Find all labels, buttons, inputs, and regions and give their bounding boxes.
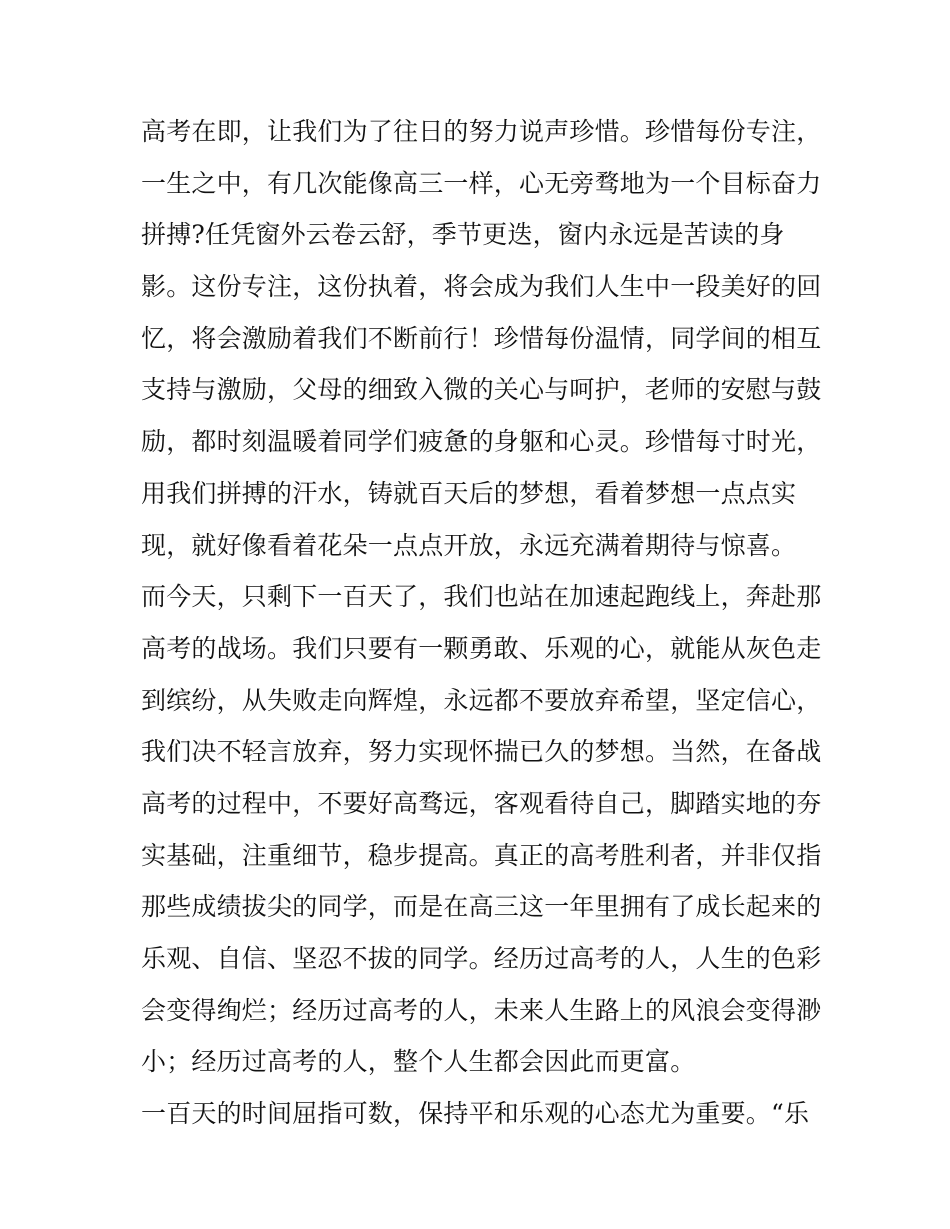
text-line: 现，就好像看着花朵一点点开放，永远充满着期待与惊喜。 [141, 530, 797, 560]
text-line: 高考在即，让我们为了往日的努力说声珍惜。珍惜每份专注， [141, 117, 822, 146]
text-line: 实基础，注重细节，稳步提高。真正的高考胜利者，并非仅指 [141, 840, 822, 870]
document-body [141, 106, 821, 1140]
text-line: 一生之中，有几次能像高三一样，心无旁骛地为一个目标奋力 [141, 168, 822, 198]
text-line: 乐观、自信、坚忍不拔的同学。经历过高考的人，人生的色彩 [141, 944, 822, 973]
text-line: 高考的过程中，不要好高骛远，客观看待自己，脚踏实地的夯 [141, 788, 822, 818]
text-line: 小；经历过高考的人，整个人生都会因此而更富。 [141, 1047, 696, 1077]
text-line: 而今天，只剩下一百天了，我们也站在加速起跑线上，奔赴那 [141, 582, 822, 612]
text-line: 一百天的时间屈指可数，保持平和乐观的心态尤为重要。“乐 [141, 1099, 810, 1129]
text-line: 会变得绚烂；经历过高考的人，未来人生路上的风浪会变得渺 [141, 995, 822, 1025]
text-line: 影。这份专注，这份执着，将会成为我们人生中一段美好的回 [141, 272, 822, 302]
text-line: 励，都时刻温暖着同学们疲惫的身躯和心灵。珍惜每寸时光， [141, 427, 822, 457]
text-line: 我们决不轻言放弃，努力实现怀揣已久的梦想。当然，在备战 [141, 737, 822, 767]
text-line: 高考的战场。我们只要有一颗勇敢、乐观的心，就能从灰色走 [141, 633, 822, 663]
text-line: 那些成绩拔尖的同学，而是在高三这一年里拥有了成长起来的 [141, 892, 822, 922]
text-line: 拼搏?任凭窗外云卷云舒，季节更迭，窗内永远是苦读的身 [141, 220, 785, 250]
text-line: 用我们拼搏的汗水，铸就百天后的梦想，看着梦想一点点实 [141, 478, 797, 508]
text-line: 到缤纷，从失败走向辉煌，永远都不要放弃希望，坚定信心， [141, 685, 822, 715]
text-line: 忆，将会激励着我们不断前行！珍惜每份温情，同学间的相互 [141, 323, 822, 353]
text-line: 支持与激励，父母的细致入微的关心与呵护，老师的安慰与鼓 [141, 375, 822, 405]
